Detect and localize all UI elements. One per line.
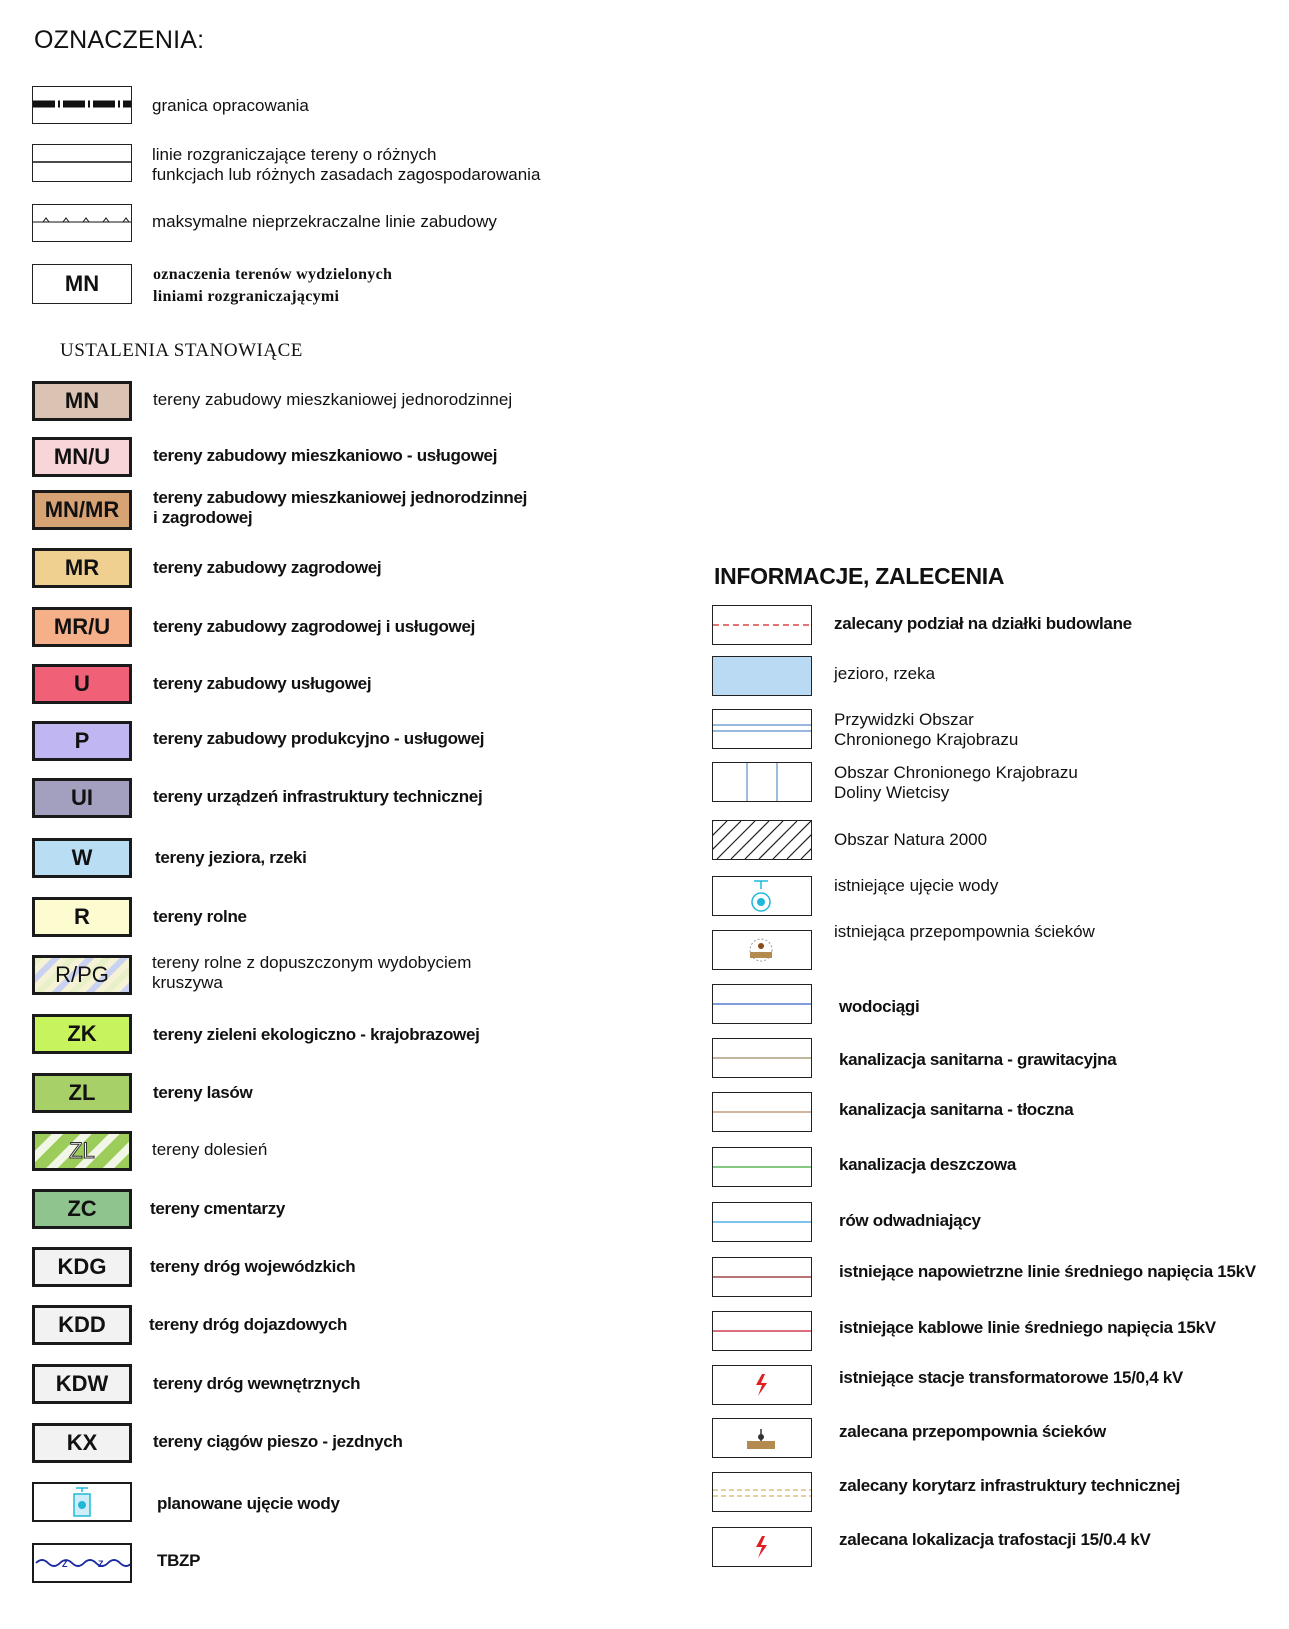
zone-swatch-2: [32, 490, 132, 530]
zone-label-13: tereny dolesień: [152, 1140, 268, 1159]
double-blue-line-icon: [713, 710, 811, 748]
zone-swatch-1: [32, 437, 132, 477]
zone-swatch-18: [32, 1423, 132, 1463]
info-label-8: kanalizacja sanitarna - grawitacyjna: [839, 1050, 1117, 1069]
zone-code: MR/U: [53, 614, 111, 639]
zone-code: R: [74, 904, 90, 929]
zone-code: ZL: [69, 1138, 95, 1163]
pump-station-icon: [713, 931, 811, 969]
svg-text:Z: Z: [62, 1559, 68, 1569]
zone-swatch-19: [32, 1482, 132, 1522]
tbzp-line-icon: [34, 1545, 130, 1581]
zone-code: W: [71, 845, 93, 870]
zone-swatch-11: [32, 1014, 132, 1054]
zone-code: ZK: [67, 1021, 97, 1046]
zone-label-9: tereny rolne: [153, 907, 247, 926]
info-symbol-5: [712, 876, 812, 916]
sewer-pressure-line-icon: [713, 1093, 811, 1131]
zone-code: KDD: [58, 1312, 106, 1337]
dashed-red-line-icon: [713, 606, 811, 644]
cable-power-line-icon: [713, 1312, 811, 1350]
zone-label-10: tereny rolne z dopuszczonym wydobyciem kruszywa: [152, 953, 472, 992]
section-subtitle: USTALENIA STANOWIĄCE: [60, 340, 303, 361]
drainage-ditch-line-icon: [713, 1203, 811, 1241]
zone-swatch-5: [32, 664, 132, 704]
zone-code: ZL: [68, 1080, 96, 1105]
demarcation-symbol: [32, 144, 132, 182]
zone-swatch-17: [32, 1364, 132, 1404]
zone-swatch-3: [32, 548, 132, 588]
water-intake-planned-icon: [34, 1484, 130, 1520]
boundary-line-icon: [33, 87, 132, 124]
building-line-icon: [33, 205, 132, 242]
zone-label-15: tereny dróg wojewódzkich: [150, 1257, 356, 1276]
zone-code: MN/U: [53, 444, 111, 469]
info-symbol-9: [712, 1092, 812, 1132]
zone-label-17: tereny dróg wewnętrznych: [153, 1374, 361, 1393]
svg-text:Z: Z: [98, 1559, 104, 1569]
sewer-gravity-line-icon: [713, 1039, 811, 1077]
infrastructure-corridor-icon: [713, 1473, 811, 1511]
zone-code: KX: [66, 1430, 98, 1455]
info-symbol-14: [712, 1365, 812, 1405]
zone-swatch-20: [32, 1543, 132, 1583]
vertical-blue-lines-icon: [713, 763, 811, 801]
info-symbol-17: [712, 1527, 812, 1567]
basic-label-3: oznaczenia terenów wydzielonych liniami rozgraniczającymi: [153, 266, 393, 305]
zone-label-18: tereny ciągów pieszo - jezdnych: [153, 1432, 403, 1451]
info-title: INFORMACJE, ZALECENIA: [714, 563, 1005, 589]
zone-code: MN/MR: [44, 497, 120, 522]
zone-swatch-6: [32, 721, 132, 761]
zone-code: R/PG: [55, 962, 109, 987]
info-symbol-12: [712, 1257, 812, 1297]
demarcation-line-icon: [33, 145, 132, 182]
info-symbol-13: [712, 1311, 812, 1351]
water-pipe-line-icon: [713, 985, 811, 1023]
zone-label-20: TBZP: [157, 1551, 201, 1570]
transformer-recommended-icon: [713, 1528, 811, 1566]
zone-swatch-7: [32, 778, 132, 818]
basic-code: MN: [64, 271, 100, 296]
hatch-icon: [713, 821, 811, 859]
zone-code: U: [74, 671, 90, 696]
storm-sewer-line-icon: [713, 1148, 811, 1186]
water-fill-icon: [713, 657, 811, 695]
info-label-6: istniejąca przepompownia ścieków: [834, 922, 1095, 941]
overhead-power-line-icon: [713, 1258, 811, 1296]
info-symbol-11: [712, 1202, 812, 1242]
zone-code: ZC: [67, 1196, 97, 1221]
boundary-symbol: [32, 86, 132, 124]
zone-swatch-9: [32, 897, 132, 937]
info-label-14: istniejące stacje transformatorowe 15/0,4 kV: [839, 1368, 1183, 1387]
basic-label-2: maksymalne nieprzekraczalne linie zabudowy: [152, 212, 497, 231]
info-symbol-3: [712, 762, 812, 802]
zone-swatch-8: [32, 838, 132, 878]
zone-label-5: tereny zabudowy usługowej: [153, 674, 372, 693]
zone-code: MN: [64, 388, 100, 413]
info-label-17: zalecana lokalizacja trafostacji 15/0.4 kV: [839, 1530, 1151, 1549]
zone-code: UI: [71, 785, 93, 810]
zone-code: MR: [64, 555, 100, 580]
info-symbol-8: [712, 1038, 812, 1078]
zone-code: KDW: [55, 1371, 109, 1396]
zone-label-2: tereny zabudowy mieszkaniowej jednorodzinnej i zagrodowej: [153, 488, 528, 527]
zone-label-8: tereny jeziora, rzeki: [155, 848, 307, 867]
info-symbol-4: [712, 820, 812, 860]
info-symbol-0: [712, 605, 812, 645]
info-label-16: zalecany korytarz infrastruktury technicznej: [839, 1476, 1181, 1495]
info-symbol-2: [712, 709, 812, 749]
info-symbol-6: [712, 930, 812, 970]
zone-label-0: tereny zabudowy mieszkaniowej jednorodzinnej: [153, 390, 513, 409]
zone-swatch-12: [32, 1073, 132, 1113]
zone-label-7: tereny urządzeń infrastruktury technicznej: [153, 787, 483, 806]
zone-label-16: tereny dróg dojazdowych: [149, 1315, 348, 1334]
zone-code: P: [74, 728, 90, 753]
zone-swatch-14: [32, 1189, 132, 1229]
zone-code: KDG: [57, 1254, 107, 1279]
info-label-5: istniejące ujęcie wody: [834, 876, 999, 895]
info-label-15: zalecana przepompownia ścieków: [839, 1422, 1106, 1441]
info-symbol-1: [712, 656, 812, 696]
zone-label-11: tereny zieleni ekologiczno - krajobrazowej: [153, 1025, 480, 1044]
info-label-10: kanalizacja deszczowa: [839, 1155, 1017, 1174]
info-label-4: Obszar Natura 2000: [834, 830, 988, 849]
zone-swatch-15: [32, 1247, 132, 1287]
info-label-13: istniejące kablowe linie średniego napięcia 15kV: [839, 1318, 1216, 1337]
zone-swatch-16: [32, 1305, 132, 1345]
transformer-station-icon: [713, 1366, 811, 1404]
info-label-0: zalecany podział na działki budowlane: [834, 614, 1132, 633]
zone-label-19: planowane ujęcie wody: [157, 1494, 340, 1513]
info-label-12: istniejące napowietrzne linie średniego napięcia 15kV: [839, 1262, 1256, 1281]
basic-label-1: linie rozgraniczające tereny o różnych funkcjach lub różnych zasadach zagospodarowania: [152, 145, 541, 184]
zone-label-3: tereny zabudowy zagrodowej: [153, 558, 382, 577]
zone-label-1: tereny zabudowy mieszkaniowo - usługowej: [153, 446, 498, 465]
zone-swatch-13: [32, 1131, 132, 1171]
zone-swatch-4: [32, 607, 132, 647]
zone-label-4: tereny zabudowy zagrodowej i usługowej: [153, 617, 476, 636]
zone-label-14: tereny cmentarzy: [150, 1199, 286, 1218]
info-symbol-15: [712, 1418, 812, 1458]
legend-title: OZNACZENIA:: [34, 26, 205, 54]
info-label-2: Przywidzki Obszar Chronionego Krajobrazu: [834, 710, 1019, 749]
basic-code-box: [32, 264, 132, 304]
info-label-3: Obszar Chronionego Krajobrazu Doliny Wietcisy: [834, 763, 1078, 802]
info-label-7: wodociągi: [839, 997, 920, 1016]
water-intake-icon: [713, 877, 811, 915]
info-label-9: kanalizacja sanitarna - tłoczna: [839, 1100, 1074, 1119]
info-symbol-16: [712, 1472, 812, 1512]
info-symbol-7: [712, 984, 812, 1024]
zone-label-12: tereny lasów: [153, 1083, 253, 1102]
info-symbol-10: [712, 1147, 812, 1187]
zone-label-6: tereny zabudowy produkcyjno - usługowej: [153, 729, 485, 748]
info-label-11: rów odwadniający: [839, 1211, 981, 1230]
basic-label-0: granica opracowania: [152, 96, 309, 115]
zone-swatch-0: [32, 381, 132, 421]
pump-station-recommended-icon: [713, 1419, 811, 1457]
info-label-1: jezioro, rzeka: [834, 664, 936, 683]
zone-swatch-10: [32, 955, 132, 995]
building-line-symbol: [32, 204, 132, 242]
